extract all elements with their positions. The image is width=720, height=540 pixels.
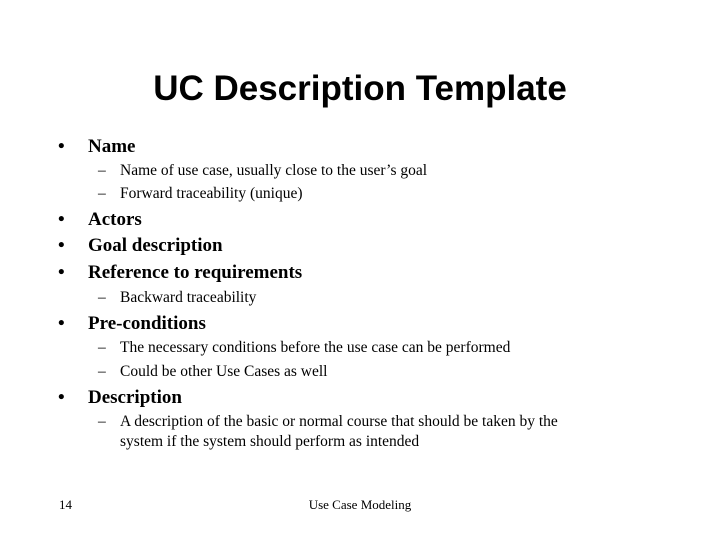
bullet-text: Reference to requirements: [88, 262, 303, 283]
bullet-text: Description: [88, 387, 182, 408]
bullet-icon: •: [58, 235, 65, 256]
bullet-icon: •: [58, 209, 65, 230]
footer-title: Use Case Modeling: [308, 497, 412, 512]
bullet-icon: •: [58, 313, 65, 334]
bullet-text: Pre-conditions: [88, 313, 206, 334]
bullet-text: Name: [88, 136, 136, 157]
bullet-text: Goal description: [88, 235, 223, 256]
sub-item-text: Name of use case, usually close to the user’s goal: [120, 162, 428, 179]
dash-icon: –: [98, 363, 106, 380]
dash-icon: –: [98, 289, 106, 306]
sub-item-text: Could be other Use Cases as well: [120, 363, 328, 380]
sub-item-description-1-continued: [120, 433, 419, 451]
slide-title: UC Description Template: [153, 69, 567, 108]
bullet-icon: •: [58, 262, 65, 283]
sub-item-text: Backward traceability: [120, 289, 257, 306]
sub-item-text: Forward traceability (unique): [120, 185, 303, 202]
dash-icon: –: [98, 339, 106, 356]
sub-item-text: The necessary conditions before the use case can be performed: [120, 339, 511, 356]
bullet-text: Actors: [88, 209, 142, 230]
sub-item-text: system if the system should perform as intended: [120, 433, 420, 450]
bullet-icon: •: [58, 387, 65, 408]
sub-item-text: A description of the basic or normal course that should be taken by the: [120, 413, 558, 430]
page-number: 14: [59, 497, 72, 512]
dash-icon: –: [98, 413, 106, 430]
dash-icon: –: [98, 162, 106, 179]
bullet-icon: •: [58, 136, 65, 157]
dash-icon: –: [98, 185, 106, 202]
